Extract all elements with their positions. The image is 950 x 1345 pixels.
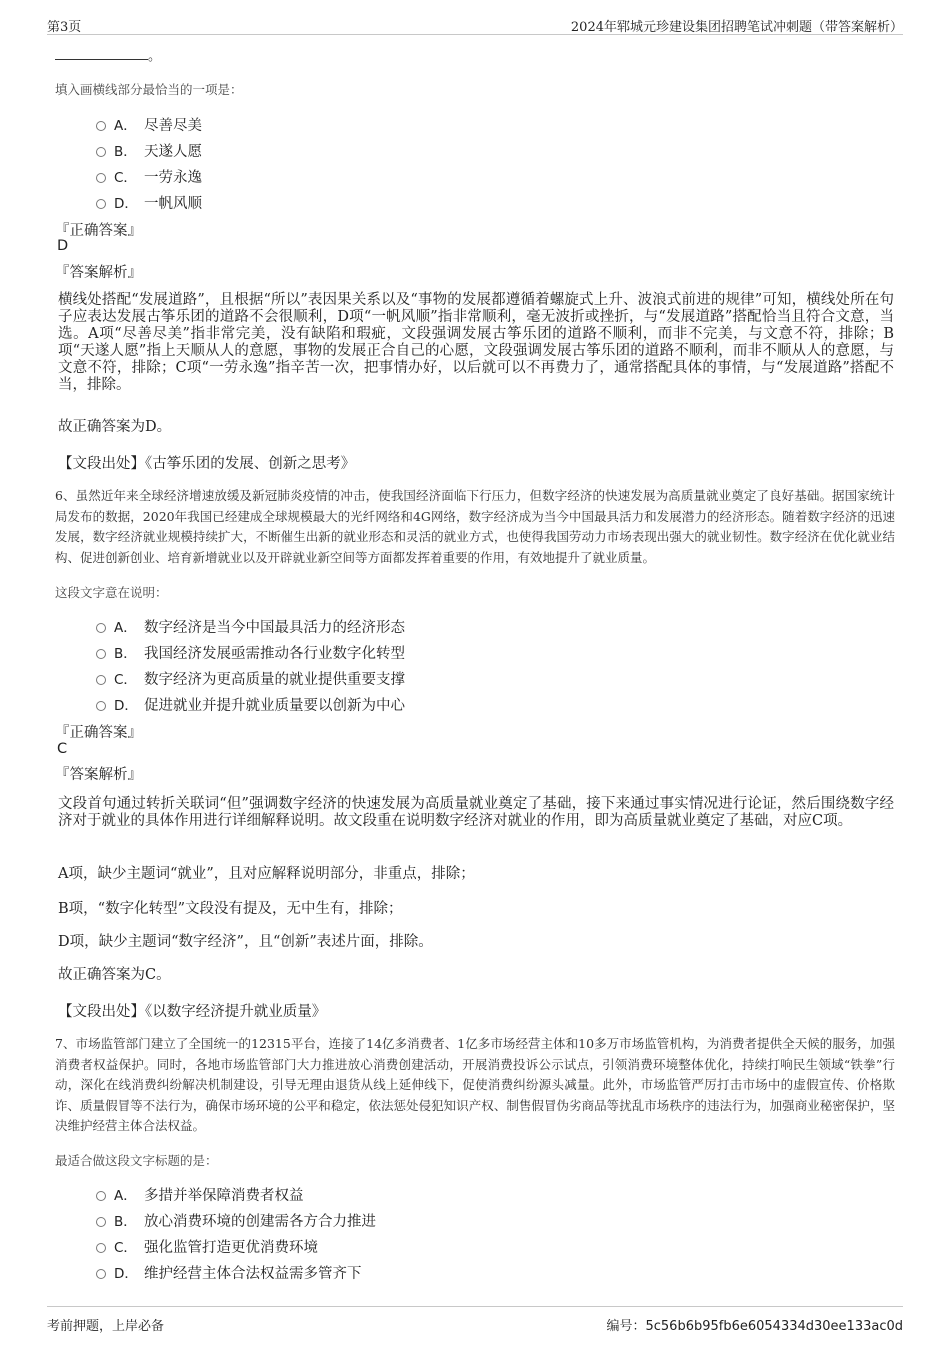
option-key: D．: [114, 196, 138, 212]
q7-option-c[interactable]: [96, 1233, 376, 1259]
footer-id-label: 编号：: [606, 1319, 646, 1334]
option-text: 强化监管打造更优消费环境: [144, 1239, 318, 1256]
q5-option-c[interactable]: [96, 163, 202, 189]
radio-icon[interactable]: [96, 173, 106, 183]
radio-icon[interactable]: [96, 1269, 106, 1279]
fill-blank-line: [55, 45, 161, 64]
footer-id: [606, 1315, 903, 1334]
q5-answer-header: 『正确答案』: [55, 223, 142, 239]
q6-option-d[interactable]: [96, 691, 405, 717]
q7-question: 7、市场监管部门建立了全国统一的12315平台，连接了14亿多消费者、1亿多市场经营主体和10多万市场监管机构，为消费者提供全天候的服务，加强消费者权益保护。同时，各地市场监管部门大力推进放心消费创建活动，开展消费投诉公示试点，引领消费环境整体优化，持续打响民生领域“铁拳”行动，深化在线消费纠纷解决机制建设，引导无理由退货从线上延伸线下，促使消费纠纷源头减量。此外，市场监管严厉打击市场中的虚假宣传、价格欺诈、质量假冒等不法行为，确保市场环境的公平和稳定，依法惩处侵犯知识产权、制售假冒伪劣商品等扰乱市场秩序的违法行为，加强商业秘密保护，坚决维护经营主体合法权益。: [55, 1036, 895, 1134]
q6-source: 【文段出处】《以数字经济提升就业质量》: [58, 1004, 327, 1020]
q6-option-b[interactable]: [96, 639, 405, 665]
option-text: 一劳永逸: [144, 169, 202, 186]
option-text: 一帆风顺: [144, 195, 202, 212]
option-key: C．: [114, 170, 137, 186]
option-key: D．: [114, 698, 138, 714]
q5-option-b[interactable]: [96, 137, 202, 163]
option-text: 数字经济是当今中国最具活力的经济形态: [144, 619, 405, 636]
footer-id-value: 5c56b6b95fb6e6054334d30ee133ac0d: [645, 1319, 903, 1334]
q6-note-d: D项，缺少主题词“数字经济”，且“创新”表述片面，排除。: [58, 934, 433, 950]
q6-note-a: A项，缺少主题词“就业”，且对应解释说明部分，非重点，排除；: [58, 866, 475, 882]
radio-icon[interactable]: [96, 649, 106, 659]
q5-option-d[interactable]: [96, 189, 202, 215]
q6-analysis: 文段首句通过转折关联词“但”强调数字经济的快速发展为高质量就业奠定了基础，接下来通过事实情况进行论证，然后围绕数字经济对于就业的具体作用进行详细解释说明。故文段重在说明数字经济对就业的作用，即为高质量就业奠定了基础，对应C项。: [58, 796, 894, 829]
q5-analysis-header: 『答案解析』: [55, 265, 142, 281]
option-key: C．: [114, 1240, 137, 1256]
q6-note-b: B项，“数字化转型”文段没有提及，无中生有，排除；: [58, 901, 403, 917]
option-text: 多措并举保障消费者权益: [144, 1187, 304, 1204]
q7-option-b[interactable]: [96, 1207, 376, 1233]
document-title: 2024年郓城元珍建设集团招聘笔试冲刺题（带答案解析）: [570, 20, 903, 35]
q6-options: [96, 613, 405, 717]
q6-option-c[interactable]: [96, 665, 405, 691]
option-text: 尽善尽美: [144, 117, 202, 134]
option-key: A．: [114, 620, 137, 636]
option-text: 我国经济发展亟需推动各行业数字化转型: [144, 645, 405, 662]
page-number: 第3页: [47, 20, 82, 35]
q6-conclusion: 故正确答案为C。: [58, 967, 171, 983]
option-key: B．: [114, 144, 137, 160]
radio-icon[interactable]: [96, 701, 106, 711]
q6-prompt: 这段文字意在说明：: [55, 585, 168, 600]
q5-prompt: 填入画横线部分最恰当的一项是：: [55, 82, 243, 97]
option-text: 促进就业并提升就业质量要以创新为中心: [144, 697, 405, 714]
option-key: C．: [114, 672, 137, 688]
blank-period: 。: [148, 49, 162, 64]
q5-conclusion: 故正确答案为D。: [58, 419, 172, 435]
q7-option-d[interactable]: [96, 1259, 376, 1285]
q6-analysis-header: 『答案解析』: [55, 767, 142, 783]
radio-icon[interactable]: [96, 623, 106, 633]
footer-slogan: 考前押题，上岸必备: [47, 1319, 165, 1334]
q5-source: 【文段出处】《古筝乐团的发展、创新之思考》: [58, 456, 356, 472]
option-key: A．: [114, 1188, 137, 1204]
radio-icon[interactable]: [96, 1191, 106, 1201]
option-key: A．: [114, 118, 137, 134]
page-header: [47, 14, 903, 35]
q6-answer-header: 『正确答案』: [55, 725, 142, 741]
q7-option-a[interactable]: [96, 1181, 376, 1207]
q6-question: 6、虽然近年来全球经济增速放缓及新冠肺炎疫情的冲击，使我国经济面临下行压力，但数字经济的快速发展为高质量就业奠定了良好基础。据国家统计局发布的数据，2020年我国已经建成全球规模最大的光纤网络和4G网络，数字经济成为当今中国最具活力和发展潜力的经济形态。随着数字经济的迅速发展，数字经济就业规模持续扩大，不断催生出新的就业形态和灵活的就业方式，也使得我国劳动力市场表现出强大的就业韧性。数字经济在优化就业结构、促进创新创业、培育新增就业以及开辟就业新空间等方面都发挥着重要的作用，有效地提升了就业质量。: [55, 488, 895, 565]
q7-options: [96, 1181, 376, 1285]
option-text: 维护经营主体合法权益需多管齐下: [144, 1265, 362, 1282]
option-key: D．: [114, 1266, 138, 1282]
radio-icon[interactable]: [96, 199, 106, 209]
option-text: 放心消费环境的创建需各方合力推进: [144, 1213, 376, 1230]
q7-prompt: 最适合做这段文字标题的是：: [55, 1153, 218, 1168]
radio-icon[interactable]: [96, 675, 106, 685]
q6-option-a[interactable]: [96, 613, 405, 639]
blank-underline: [55, 45, 148, 60]
option-key: B．: [114, 646, 137, 662]
q5-analysis: 横线处搭配“发展道路”，且根据“所以”表因果关系以及“事物的发展都遵循着螺旋式上升、波浪式前进的规律”可知，横线处所在句子应表达发展古筝乐团的道路不会很顺利，D项“一帆风顺”指非常顺利，毫无波折或挫折，与“发展道路”搭配恰当且符合文意，当选。A项“尽善尽美”指非常完美，没有缺陷和瑕疵，文段强调发展古筝乐团的道路不顺利，而非不完美，与文意不符，排除；B项“天遂人愿”指上天顺从人的意愿，事物的发展正合自己的心愿，文段强调发展古筝乐团的道路不顺利，而非不顺从人的意愿，与文意不符，排除；C项“一劳永逸”指辛苦一次，把事情办好，以后就可以不再费力了，通常搭配具体的事情，与“发展道路”搭配不当，排除。: [58, 292, 894, 393]
option-text: 数字经济为更高质量的就业提供重要支撑: [144, 671, 405, 688]
q5-options: [96, 111, 202, 215]
q5-option-a[interactable]: [96, 111, 202, 137]
option-text: 天遂人愿: [144, 143, 202, 160]
q5-answer: D: [57, 238, 69, 254]
page-footer: [47, 1306, 903, 1334]
q6-answer: C: [57, 741, 68, 757]
radio-icon[interactable]: [96, 1217, 106, 1227]
radio-icon[interactable]: [96, 1243, 106, 1253]
option-key: B．: [114, 1214, 137, 1230]
radio-icon[interactable]: [96, 147, 106, 157]
radio-icon[interactable]: [96, 121, 106, 131]
